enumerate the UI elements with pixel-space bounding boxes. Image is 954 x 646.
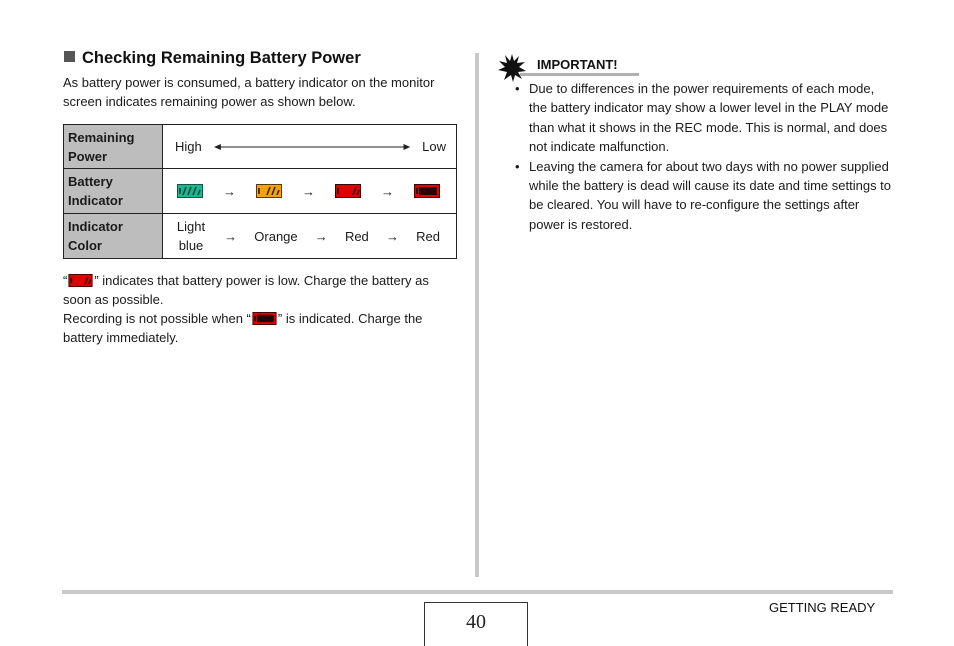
note2-start: Recording is not possible when “ [63, 311, 251, 326]
battery-full-icon [177, 184, 203, 198]
important-list [512, 79, 892, 234]
double-arrow-icon [214, 142, 410, 152]
low-label: Low [422, 139, 446, 154]
battery-medium-icon [256, 184, 282, 198]
section-title [64, 49, 361, 68]
battery-empty-inline-icon [251, 312, 278, 325]
color-red-1: Red [344, 228, 369, 244]
intro-paragraph: As battery power is consumed, a battery indicator on the monitor screen indicates remaining power as shown below. [63, 75, 435, 109]
remaining-power-cell [163, 125, 457, 169]
arrow-4: → [224, 228, 238, 244]
battery-low-icon [335, 184, 361, 198]
arrow-2: → [302, 183, 315, 199]
important-underline [520, 73, 639, 76]
high-label: High [175, 139, 202, 154]
arrow-6: → [385, 228, 399, 244]
row-header-remaining-power: Remaining Power [64, 125, 163, 169]
column-divider [475, 53, 479, 577]
arrow-1: → [223, 183, 236, 199]
battery-low-inline-icon [67, 274, 94, 287]
indicator-color-cell [163, 214, 457, 259]
battery-empty-icon [414, 184, 440, 198]
note1-text: ” indicates that battery power is low. Charge the battery as soon as possible. [63, 273, 429, 307]
important-title: IMPORTANT! [537, 57, 618, 72]
arrow-5: → [314, 228, 328, 244]
battery-indicator-cell [163, 169, 457, 214]
important-starburst-icon [498, 54, 526, 82]
footer-section-label: GETTING READY [769, 600, 876, 615]
footer-rule [62, 590, 893, 594]
color-light-blue: Light blue [176, 219, 206, 253]
row-header-battery-indicator: Battery Indicator [64, 169, 163, 214]
square-bullet-icon [64, 51, 75, 62]
battery-table [63, 124, 457, 259]
color-orange: Orange [254, 228, 298, 244]
color-red-2: Red [416, 228, 440, 244]
important-bullet-2: • Leaving the camera for about two days with no power supplied while the battery is dead will cause its date and time settings to be cleared. You will have to re-configure the settings after power is restored. [512, 157, 892, 235]
row-header-indicator-color: Indicator Color [64, 214, 163, 259]
note2-text: ” is indicated. Charge the battery immediately. [63, 311, 423, 345]
important-bullet-1: • Due to differences in the power requirements of each mode, the battery indicator may show a lower level in the PLAY mode than what it shows in the REC mode. This is normal, and does not indicate malfunction. [512, 79, 892, 157]
section-title-text: Checking Remaining Battery Power [82, 49, 361, 67]
page-number: 40 [424, 602, 528, 646]
arrow-3: → [381, 183, 394, 199]
battery-note: “ ” indicates that battery power is low. Charge the battery as soon as possible. Recording is not possible when “ ” is indicated. Charge the battery immediately. [63, 273, 429, 345]
